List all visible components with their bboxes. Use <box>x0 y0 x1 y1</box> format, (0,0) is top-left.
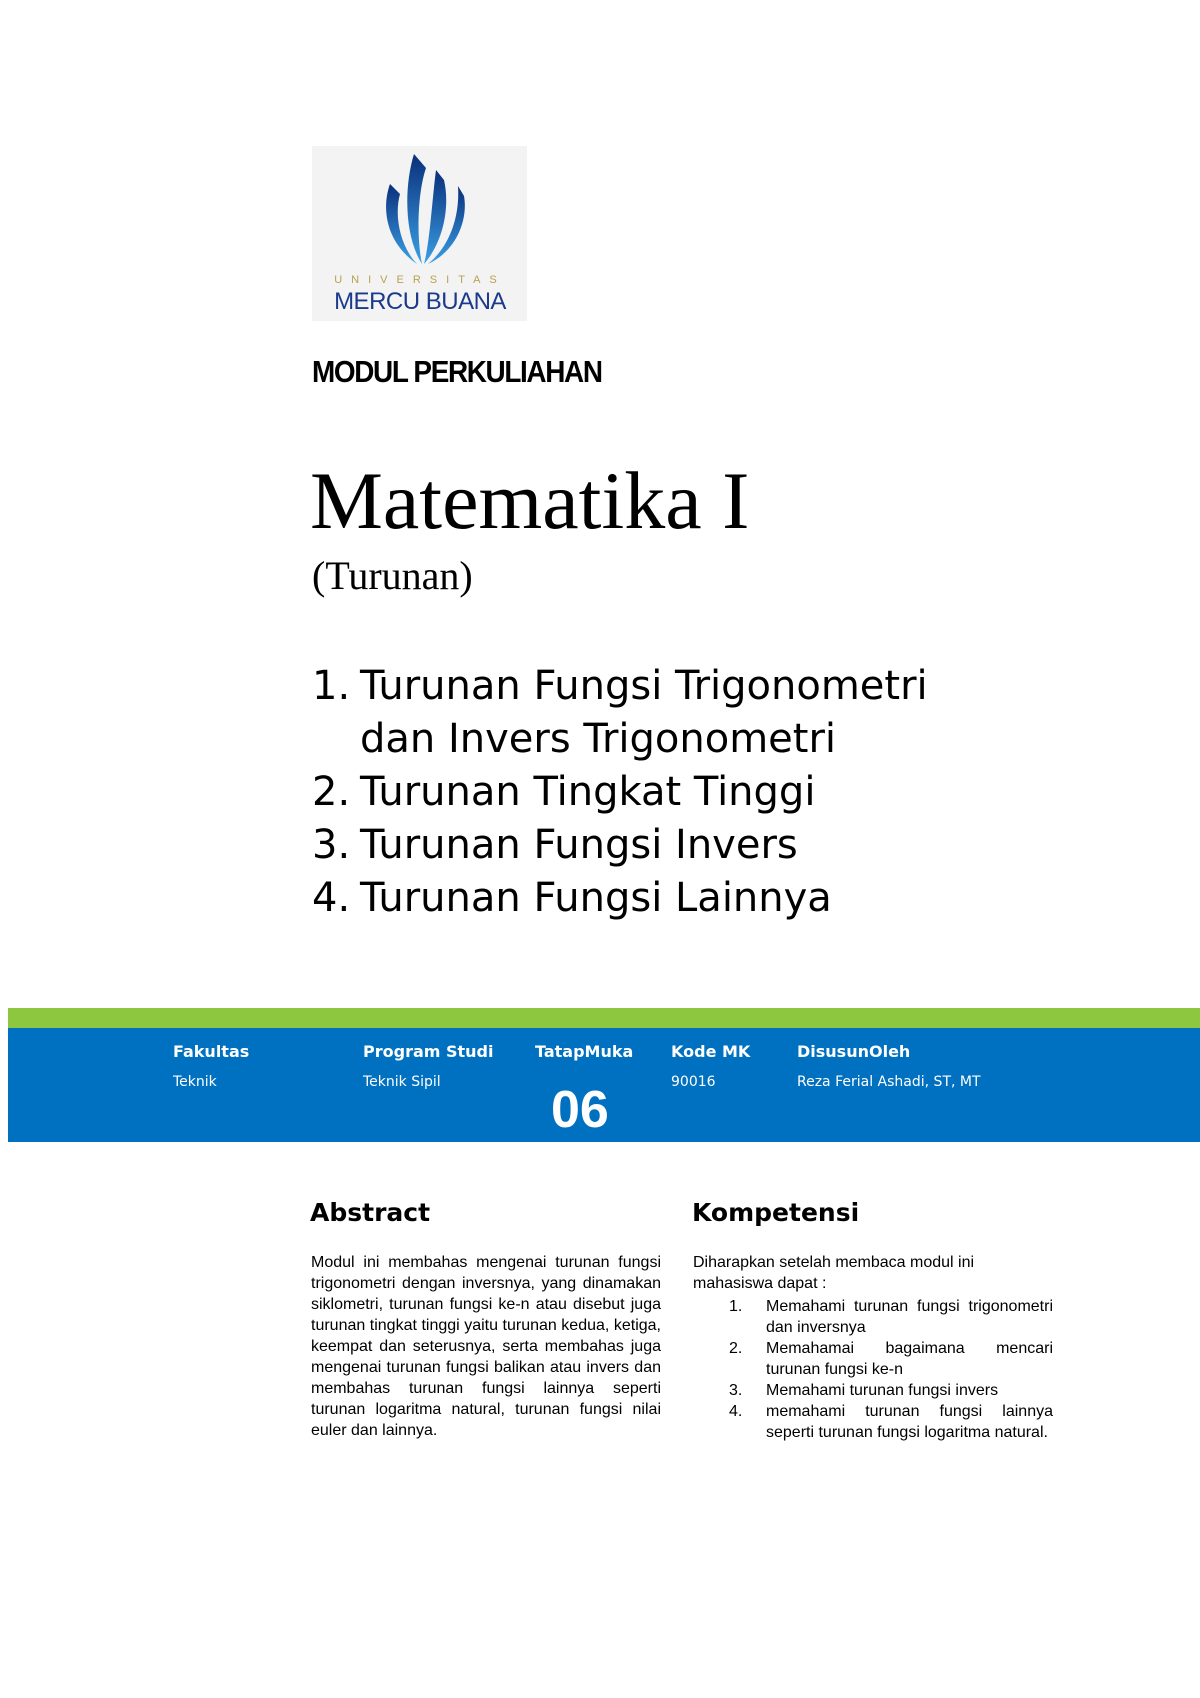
kompetensi-list <box>693 1296 1053 1443</box>
kompetensi-intro: Diharapkan setelah membaca modul ini mahasiswa dapat : <box>693 1254 975 1292</box>
topic-item <box>312 660 1000 766</box>
logo-name-text: MERCU BUANA <box>334 288 506 315</box>
kode-mk-label: Kode MK <box>671 1042 751 1061</box>
kompetensi-item <box>693 1401 1053 1443</box>
topic-text: Turunan Fungsi Trigonometri dan Invers Trigonometri <box>360 663 928 762</box>
tatap-muka-label: TatapMuka <box>535 1042 634 1061</box>
kompetensi-item <box>693 1338 1053 1380</box>
kompetensi-number: 1. <box>729 1298 743 1315</box>
document-label: MODUL PERKULIAHAN <box>312 354 602 389</box>
flame-emblem-icon <box>312 146 527 276</box>
tatap-muka-value: 06 <box>551 1081 609 1139</box>
disusun-oleh-value: Reza Ferial Ashadi, ST, MT <box>797 1074 981 1090</box>
topic-item <box>312 819 1000 872</box>
kompetensi-text: memahami turunan fungsi lainnya seperti turunan fungsi logaritma natural. <box>766 1403 1053 1441</box>
kompetensi-number: 3. <box>729 1382 743 1399</box>
topic-number: 2. <box>312 769 351 815</box>
kompetensi-text: Memahamai bagaimana mencari turunan fungsi ke-n <box>766 1340 1053 1378</box>
topic-number: 1. <box>312 663 351 709</box>
topic-number: 3. <box>312 822 351 868</box>
document-subtitle: (Turunan) <box>312 553 473 598</box>
kode-mk-value: 90016 <box>671 1074 716 1090</box>
prodi-value: Teknik Sipil <box>363 1074 441 1090</box>
document-title: Matematika I <box>310 455 750 546</box>
course-info-band <box>8 1028 1200 1142</box>
kompetensi-text: Memahami turunan fungsi invers <box>766 1382 999 1399</box>
kompetensi-number: 2. <box>729 1340 743 1357</box>
university-logo <box>312 146 527 321</box>
topic-number: 4. <box>312 875 351 921</box>
kompetensi-text: Memahami turunan fungsi trigonometri dan inversnya <box>766 1298 1053 1336</box>
prodi-label: Program Studi <box>363 1042 494 1061</box>
topic-text: Turunan Fungsi Invers <box>360 822 798 868</box>
kompetensi-item <box>693 1296 1053 1338</box>
fakultas-label: Fakultas <box>173 1042 250 1061</box>
abstract-heading: Abstract <box>310 1198 431 1227</box>
kompetensi-heading: Kompetensi <box>692 1198 860 1227</box>
topic-item <box>312 872 1000 925</box>
abstract-text: Modul ini membahas mengenai turunan fungsi trigonometri dengan inversnya, yang dinamakan siklometri, turunan fungsi ke-n atau disebut juga turunan tingkat tinggi yaitu turunan kedua, ketiga, keempat dan seterusnya, serta membahas juga mengenai turunan fungsi balikan atau invers dan membahas turunan fungsi lainnya seperti turunan logaritma natural, turunan fungsi nilai euler dan lainnya. <box>311 1254 661 1439</box>
fakultas-value: Teknik <box>173 1074 217 1090</box>
topic-text: Turunan Tingkat Tinggi <box>360 769 816 815</box>
green-divider-bar <box>8 1008 1200 1028</box>
topic-item <box>312 766 1000 819</box>
topic-text: Turunan Fungsi Lainnya <box>360 875 832 921</box>
logo-universitas-text: UNIVERSITAS <box>334 274 506 286</box>
topic-list <box>312 660 1000 925</box>
kompetensi-item <box>693 1380 1053 1401</box>
disusun-oleh-label: DisusunOleh <box>797 1042 911 1061</box>
kompetensi-number: 4. <box>729 1403 743 1420</box>
